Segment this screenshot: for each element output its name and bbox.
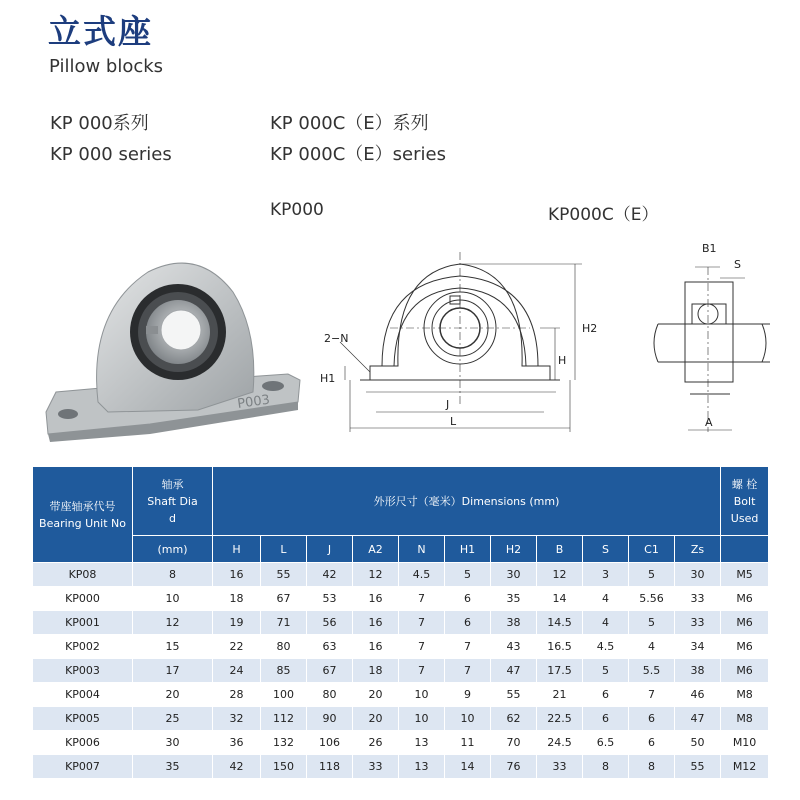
table-cell: 36 [213,731,261,755]
table-cell: 4 [583,611,629,635]
label-kp000: KP000 [270,200,324,220]
table-cell: 63 [307,635,353,659]
dim-label-h1: H1 [320,372,336,385]
table-cell: 25 [133,707,213,731]
table-cell: 5 [629,563,675,587]
table-cell: 16 [213,563,261,587]
column-header: C1 [629,536,675,563]
table-cell: 12 [537,563,583,587]
header-unit-en: Bearing Unit No [39,516,126,530]
table-subheader-row [33,536,769,563]
table-cell: 9 [445,683,491,707]
column-header: H [213,536,261,563]
table-cell: 5 [445,563,491,587]
table-cell: 26 [353,731,399,755]
table-cell: 80 [307,683,353,707]
header-shaft-en: Shaft Dia [147,494,198,508]
series-left-zh: KP 000系列 [50,113,149,134]
header-bolt-blank [721,536,769,563]
header-shaft-sym: d [169,511,176,525]
page-title-english: Pillow blocks [49,56,164,77]
table-cell: 80 [261,635,307,659]
table-cell: 5 [583,659,629,683]
table-cell: 24 [213,659,261,683]
table-cell: 24.5 [537,731,583,755]
table-cell: 7 [399,659,445,683]
table-cell: 33 [353,755,399,779]
header-shaft-unit: (mm) [133,536,213,563]
table-cell: 6 [445,611,491,635]
table-row [33,659,769,683]
table-body [33,563,769,779]
table-cell: 16.5 [537,635,583,659]
table-cell: 4.5 [399,563,445,587]
table-cell: 16 [353,635,399,659]
header-bolt [721,467,769,536]
table-cell: 53 [307,587,353,611]
bolt-cell: M12 [721,755,769,779]
table-cell: 30 [133,731,213,755]
table-cell: 56 [307,611,353,635]
bolt-cell: M8 [721,707,769,731]
table-cell: 47 [675,707,721,731]
table-cell: 55 [491,683,537,707]
table-cell: 4 [629,635,675,659]
bearing-unit-cell: KP007 [33,755,133,779]
column-header: J [307,536,353,563]
dim-label-l: L [450,415,457,428]
dim-label-b1: B1 [702,242,717,255]
table-cell: 11 [445,731,491,755]
table-cell: 43 [491,635,537,659]
table-cell: 6.5 [583,731,629,755]
table-cell: 14 [445,755,491,779]
bolt-cell: M6 [721,659,769,683]
table-cell: 20 [353,707,399,731]
table-cell: 33 [675,611,721,635]
table-cell: 5.56 [629,587,675,611]
table-cell: 33 [675,587,721,611]
table-cell: 7 [445,659,491,683]
table-cell: 16 [353,611,399,635]
bearing-unit-cell: KP006 [33,731,133,755]
table-cell: 47 [491,659,537,683]
table-cell: 67 [307,659,353,683]
table-cell: 32 [213,707,261,731]
table-cell: 150 [261,755,307,779]
table-cell: 70 [491,731,537,755]
dim-label-s: S [734,258,741,271]
dim-label-h: H [558,354,567,367]
table-cell: 21 [537,683,583,707]
table-cell: 7 [399,611,445,635]
bearing-unit-cell: KP005 [33,707,133,731]
table-cell: 118 [307,755,353,779]
table-cell: 90 [307,707,353,731]
table-cell: 35 [133,755,213,779]
series-right-zh: KP 000C（E）系列 [270,113,429,134]
table-cell: 7 [629,683,675,707]
table-cell: 22.5 [537,707,583,731]
label-kp000c: KP000C（E） [548,205,659,225]
table-row [33,707,769,731]
table-row [33,635,769,659]
column-header: Zs [675,536,721,563]
table-row [33,755,769,779]
bearing-unit-cell: KP002 [33,635,133,659]
table-cell: 85 [261,659,307,683]
table-cell: 12 [353,563,399,587]
column-header: B [537,536,583,563]
column-header: A2 [353,536,399,563]
table-row [33,731,769,755]
table-cell: 6 [583,707,629,731]
table-cell: 33 [537,755,583,779]
table-cell: 15 [133,635,213,659]
series-right [270,108,446,170]
table-cell: 67 [261,587,307,611]
table-cell: 18 [213,587,261,611]
header-bearing-unit [33,467,133,563]
header-dimensions: 外形尺寸（毫米）Dimensions (mm) [213,467,721,536]
table-cell: 10 [445,707,491,731]
table-row [33,587,769,611]
table-cell: 12 [133,611,213,635]
dim-label-a: A [705,416,713,429]
dim-label-h2: H2 [582,322,598,335]
column-header: N [399,536,445,563]
table-cell: 3 [583,563,629,587]
table-cell: 132 [261,731,307,755]
table-cell: 35 [491,587,537,611]
table-cell: 22 [213,635,261,659]
header-shaft-zh: 轴承 [161,477,184,491]
table-cell: 6 [445,587,491,611]
table-cell: 28 [213,683,261,707]
table-cell: 5 [629,611,675,635]
table-cell: 16 [353,587,399,611]
column-header: L [261,536,307,563]
table-cell: 55 [261,563,307,587]
table-cell: 17.5 [537,659,583,683]
table-row [33,683,769,707]
table-cell: 7 [399,635,445,659]
table-cell: 6 [629,707,675,731]
column-header: H2 [491,536,537,563]
table-cell: 42 [307,563,353,587]
series-left [50,108,172,170]
bearing-unit-cell: KP08 [33,563,133,587]
series-right-en: KP 000C（E）series [270,144,446,165]
table-cell: 8 [629,755,675,779]
table-cell: 6 [583,683,629,707]
table-cell: 62 [491,707,537,731]
bolt-cell: M8 [721,683,769,707]
table-cell: 106 [307,731,353,755]
table-cell: 30 [675,563,721,587]
table-cell: 10 [399,707,445,731]
bolt-cell: M6 [721,635,769,659]
table-cell: 13 [399,755,445,779]
table-cell: 38 [675,659,721,683]
table-cell: 14 [537,587,583,611]
bearing-unit-cell: KP003 [33,659,133,683]
table-cell: 10 [399,683,445,707]
table-cell: 14.5 [537,611,583,635]
page-title-chinese: 立式座 [48,12,153,51]
table-row [33,563,769,587]
bolt-cell: M5 [721,563,769,587]
table-cell: 20 [133,683,213,707]
table-cell: 34 [675,635,721,659]
table-cell: 38 [491,611,537,635]
table-cell: 20 [353,683,399,707]
table-cell: 76 [491,755,537,779]
table-header-row [33,467,769,536]
table-cell: 71 [261,611,307,635]
table-cell: 4.5 [583,635,629,659]
table-cell: 4 [583,587,629,611]
photo-stamp-text: P003 [236,392,271,412]
technical-drawing [300,232,770,442]
header-shaft [133,467,213,536]
column-header: H1 [445,536,491,563]
bearing-unit-cell: KP004 [33,683,133,707]
table-cell: 19 [213,611,261,635]
bearing-unit-cell: KP000 [33,587,133,611]
bolt-cell: M6 [721,611,769,635]
table-cell: 10 [133,587,213,611]
bearing-unit-cell: KP001 [33,611,133,635]
header-bolt-en: Bolt Used [730,494,759,525]
column-header: S [583,536,629,563]
dim-label-n: 2−N [324,332,349,345]
pillow-block-photo [38,252,308,452]
table-cell: 112 [261,707,307,731]
header-bolt-zh: 螺 栓 [731,477,758,491]
table-cell: 17 [133,659,213,683]
table-cell: 18 [353,659,399,683]
series-left-en: KP 000 series [50,144,172,165]
table-cell: 100 [261,683,307,707]
header-unit-zh: 带座轴承代号 [49,499,116,513]
dim-label-j: J [446,398,450,411]
table-cell: 5.5 [629,659,675,683]
table-cell: 13 [399,731,445,755]
spec-table [32,466,769,779]
table-cell: 7 [399,587,445,611]
table-cell: 50 [675,731,721,755]
bolt-cell: M10 [721,731,769,755]
table-row [33,611,769,635]
table-cell: 30 [491,563,537,587]
table-cell: 8 [583,755,629,779]
table-cell: 8 [133,563,213,587]
bolt-cell: M6 [721,587,769,611]
table-cell: 46 [675,683,721,707]
table-cell: 7 [445,635,491,659]
table-cell: 6 [629,731,675,755]
table-cell: 42 [213,755,261,779]
table-cell: 55 [675,755,721,779]
